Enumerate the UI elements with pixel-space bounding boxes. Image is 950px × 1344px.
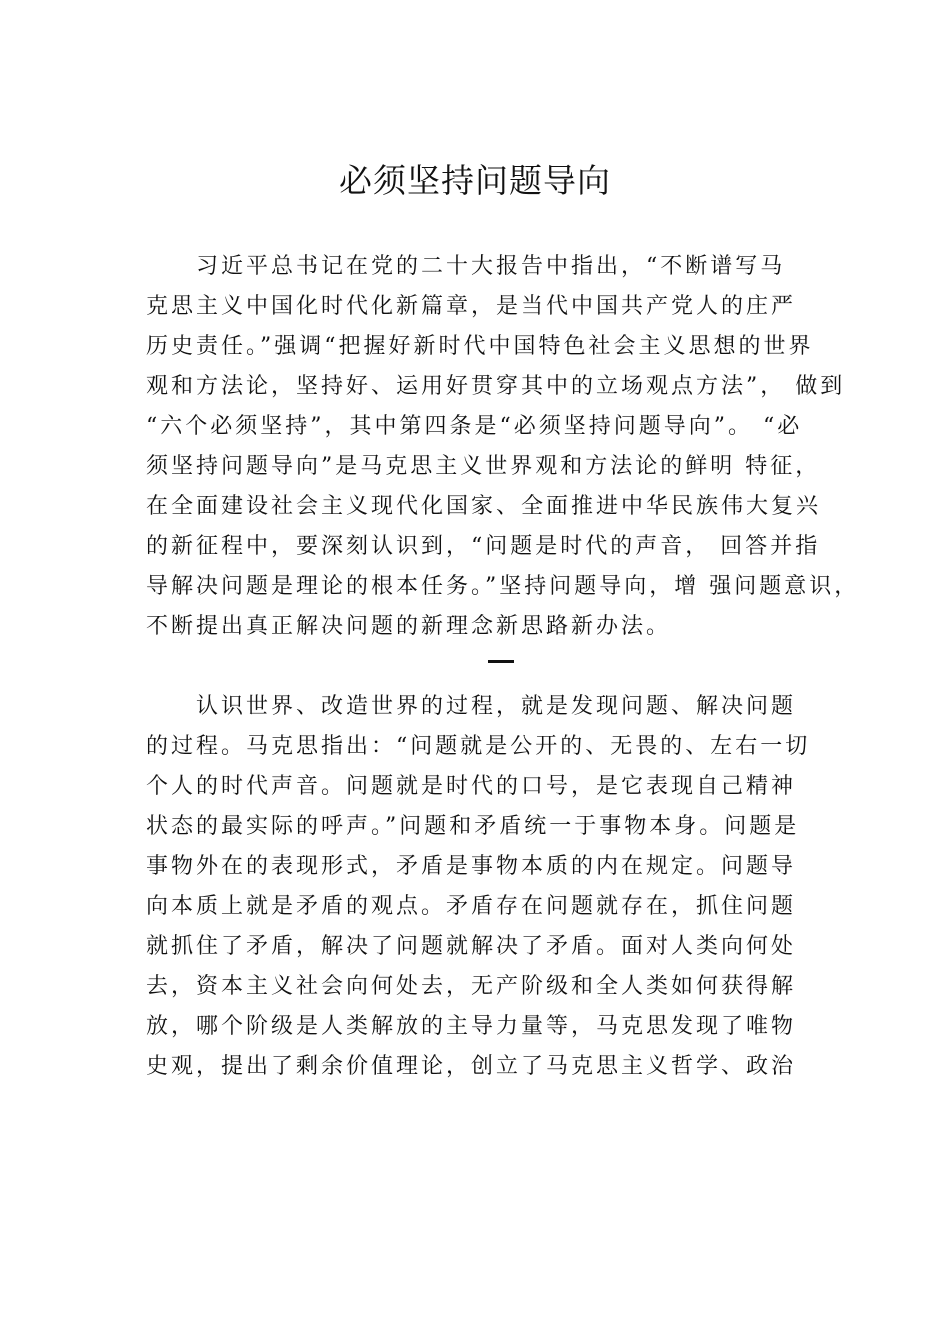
paragraph-line: 不断提出真正解决问题的新理念新思路新办法。 bbox=[146, 614, 672, 639]
paragraph-line: 史观，提出了剩余价值理论，创立了马克思主义哲学、政治 bbox=[146, 1054, 797, 1079]
paragraph-line: 状态的最实际的呼声。”问题和矛盾统一于事物本身。问题是 bbox=[146, 814, 800, 839]
paragraph-line: 的过程。马克思指出：“问题就是公开的、无畏的、左右一切 bbox=[146, 734, 811, 759]
paragraph-line: 的新征程中，要深刻认识到，“问题是时代的声音， 回答并指 bbox=[146, 534, 821, 559]
paragraph-line: 克思主义中国化时代化新篇章，是当代中国共产党人的庄严 bbox=[146, 294, 797, 319]
paragraph-line: 导解决问题是理论的根本任务。”坚持问题导向，增 强问题意识， bbox=[146, 574, 860, 599]
paragraph-line: 去，资本主义社会向何处去，无产阶级和全人类如何获得解 bbox=[146, 974, 797, 999]
paragraph-line: 历史责任。”强调“把握好新时代中国特色社会主义思想的世界 bbox=[146, 334, 814, 359]
paragraph-line: 个人的时代声音。问题就是时代的口号，是它表现自己精神 bbox=[146, 774, 797, 799]
paragraph-line: 事物外在的表现形式，矛盾是事物本质的内在规定。问题导 bbox=[146, 854, 797, 879]
document-title: 必须坚持问题导向 bbox=[339, 161, 611, 200]
paragraph-line: 须坚持问题导向”是马克思主义世界观和方法论的鲜明 特征， bbox=[146, 454, 821, 479]
paragraph-line: 向本质上就是矛盾的观点。矛盾存在问题就存在，抓住问题 bbox=[146, 894, 797, 919]
paragraph-line: 认识世界、改造世界的过程，就是发现问题、解决问题 bbox=[196, 694, 797, 719]
paragraph-line: 习近平总书记在党的二十大报告中指出，“不断谱写马 bbox=[196, 254, 786, 279]
paragraph-line: 放，哪个阶级是人类解放的主导力量等，马克思发现了唯物 bbox=[146, 1014, 797, 1039]
paragraph-line: 在全面建设社会主义现代化国家、全面推进中华民族伟大复兴 bbox=[146, 494, 822, 519]
paragraph-line: 就抓住了矛盾，解决了问题就解决了矛盾。面对人类向何处 bbox=[146, 934, 797, 959]
paragraph-line: “六个必须坚持”，其中第四条是“必须坚持问题导向”。 “必 bbox=[146, 414, 803, 439]
section-number-one bbox=[488, 660, 514, 663]
paragraph-line: 观和方法论，坚持好、运用好贯穿其中的立场观点方法”， 做到 bbox=[146, 374, 846, 399]
